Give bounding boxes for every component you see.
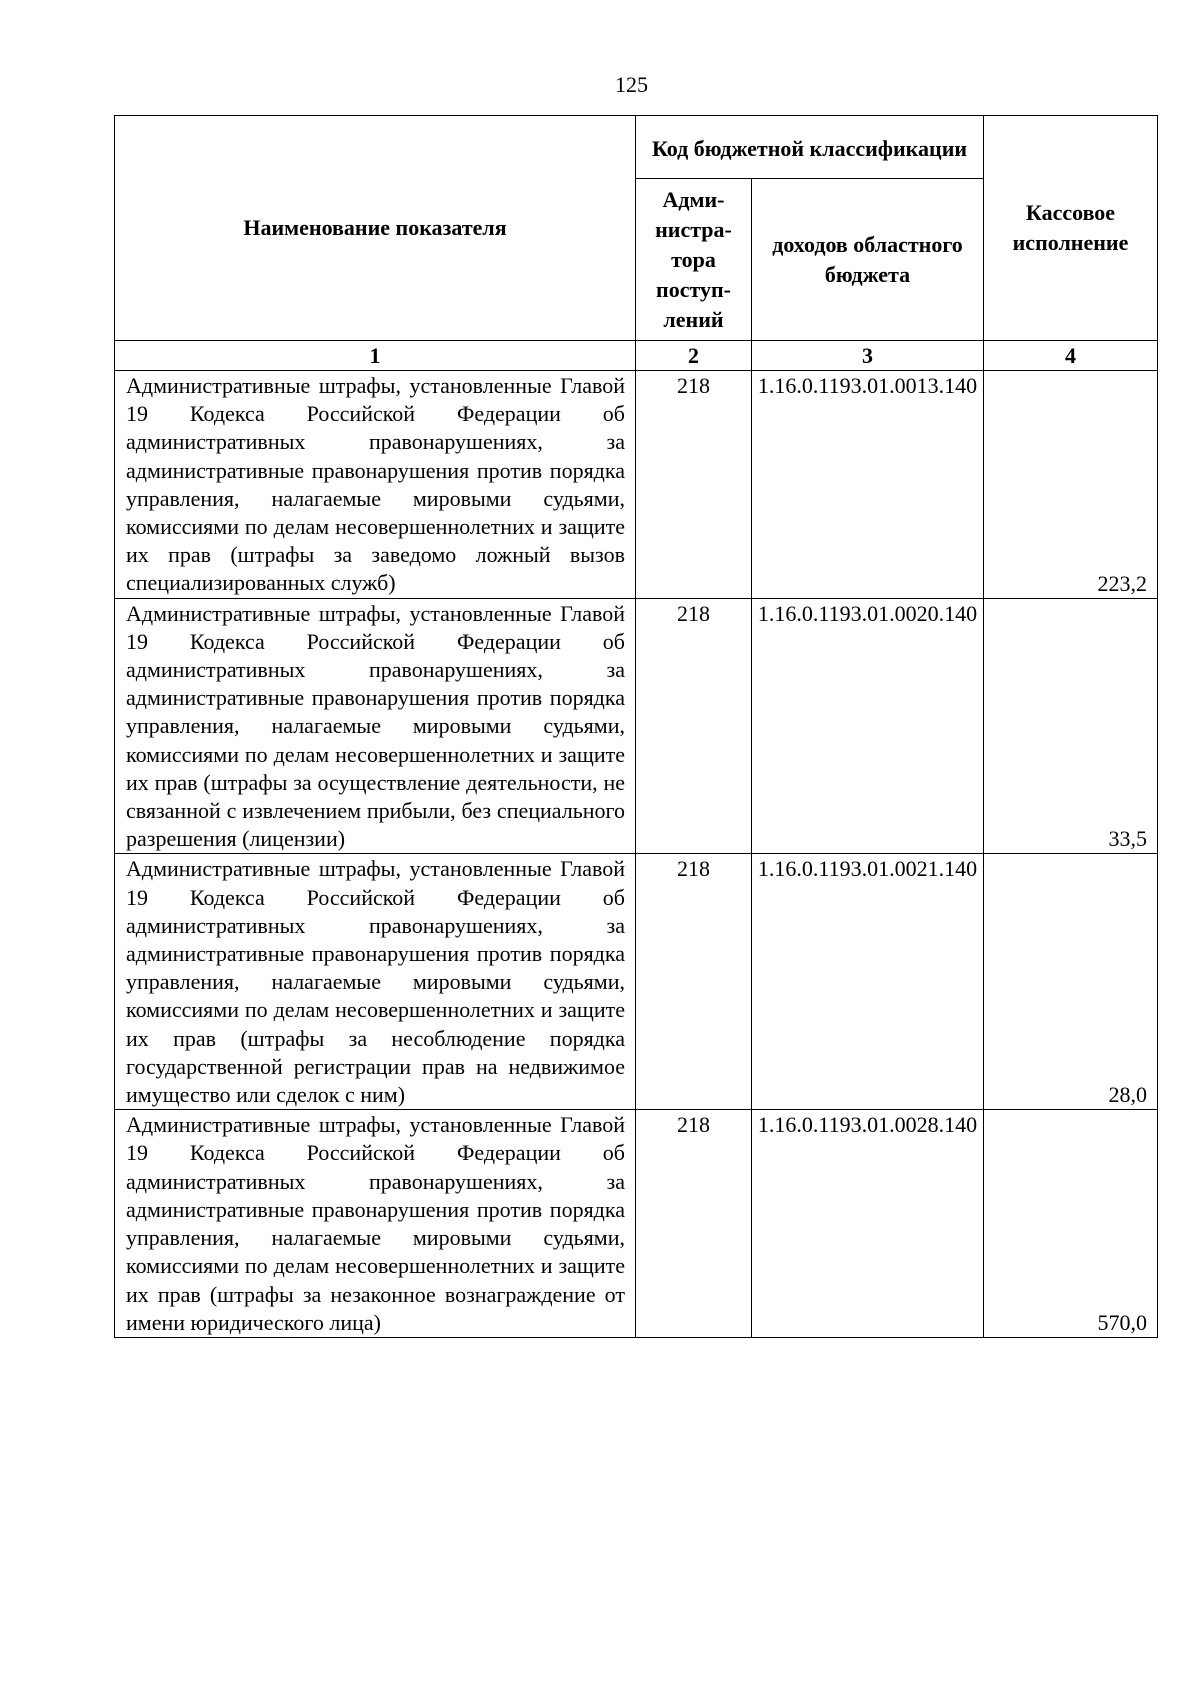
row-sum: 28,0 xyxy=(984,854,1158,1110)
row-budget-code: 1.16.0.1193.01.0028.140 xyxy=(752,1110,984,1338)
table-row xyxy=(115,1110,1158,1338)
header-name: Наименование показателя xyxy=(115,116,636,341)
row-budget-code: 1.16.0.1193.01.0020.140 xyxy=(752,598,984,854)
row-admin-code: 218 xyxy=(636,854,752,1110)
header-dohod: доходов областного бюджета xyxy=(752,179,984,341)
column-number: 3 xyxy=(752,341,984,371)
row-sum: 33,5 xyxy=(984,598,1158,854)
table-row xyxy=(115,854,1158,1110)
page-number: 125 xyxy=(615,72,648,97)
column-number: 2 xyxy=(636,341,752,371)
row-name: Административные штрафы, установленные Главой 19 Кодекса Российской Федерации об административных правонарушениях, за административные правонарушения против порядка управления, налагаемые мировыми судьями, комиссиями по делам несовершеннолетних и защите их прав (штрафы за несоблюдение порядка государственной регистрации прав на недвижимое имущество или сделок с ним) xyxy=(115,854,636,1110)
row-sum: 570,0 xyxy=(984,1110,1158,1338)
header-kod-group: Код бюджетной классификации xyxy=(636,116,984,179)
column-numbers-row xyxy=(115,341,1158,371)
table-header xyxy=(115,116,1158,371)
header-admin: Адми-нистра-тора поступ-лений xyxy=(636,179,752,341)
table-row xyxy=(115,371,1158,599)
row-name: Административные штрафы, установленные Главой 19 Кодекса Российской Федерации об административных правонарушениях, за административные правонарушения против порядка управления, налагаемые мировыми судьями, комиссиями по делам несовершеннолетних и защите их прав (штрафы за незаконное вознаграждение от имени юридического лица) xyxy=(115,1110,636,1338)
row-admin-code: 218 xyxy=(636,598,752,854)
row-sum: 223,2 xyxy=(984,371,1158,599)
table-row xyxy=(115,598,1158,854)
table-body xyxy=(115,371,1158,1338)
row-budget-code: 1.16.0.1193.01.0013.140 xyxy=(752,371,984,599)
row-name: Административные штрафы, установленные Главой 19 Кодекса Российской Федерации об административных правонарушениях, за административные правонарушения против порядка управления, налагаемые мировыми судьями, комиссиями по делам несовершеннолетних и защите их прав (штрафы за осуществление деятельности, не связанной с извлечением прибыли, без специального разрешения (лицензии) xyxy=(115,598,636,854)
row-admin-code: 218 xyxy=(636,1110,752,1338)
row-name: Административные штрафы, установленные Главой 19 Кодекса Российской Федерации об административных правонарушениях, за административные правонарушения против порядка управления, налагаемые мировыми судьями, комиссиями по делам несовершеннолетних и защите их прав (штрафы за заведомо ложный вызов специализированных служб) xyxy=(115,371,636,599)
header-kassa: Кассовое исполнение xyxy=(984,116,1158,341)
row-admin-code: 218 xyxy=(636,371,752,599)
column-number: 4 xyxy=(984,341,1158,371)
column-number: 1 xyxy=(115,341,636,371)
budget-table xyxy=(114,115,1158,1338)
row-budget-code: 1.16.0.1193.01.0021.140 xyxy=(752,854,984,1110)
